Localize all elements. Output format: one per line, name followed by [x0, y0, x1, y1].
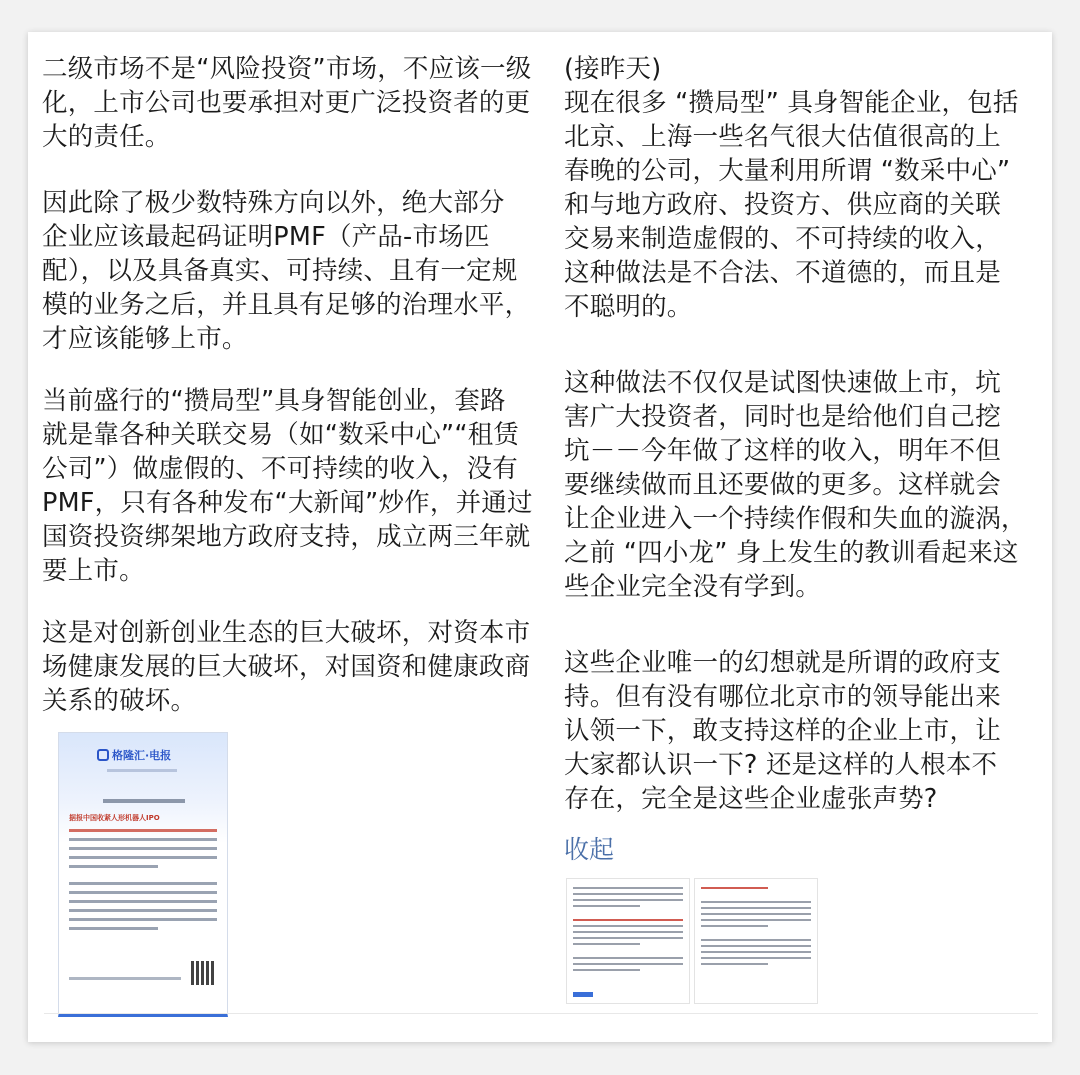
thumbnail-image-2[interactable] — [694, 878, 818, 1004]
divider — [44, 1013, 1038, 1014]
qr-code-icon — [191, 961, 215, 985]
news-subtitle-line — [107, 769, 177, 772]
post-container — [28, 32, 1052, 1042]
right-paragraph-0: (接昨天) — [564, 54, 662, 84]
right-paragraph-3: 这些企业唯一的幻想就是所谓的政府支 持。但有没有哪位北京市的领导能出来 认领一下，敢支持这样的企业上市，让 大家都认识一下? 还是这样的人根本不 存在，完全是这些企业虚张声势? — [564, 648, 1001, 814]
news-brand: 格隆汇·电报 — [97, 747, 171, 763]
left-paragraph-4: 这是对创新创业生态的巨大破坏，对资本市 场健康发展的巨大破坏，对国资和健康政商 关系的破坏。 — [42, 618, 531, 716]
news-footer-line — [69, 977, 181, 980]
news-body-text — [69, 829, 217, 936]
left-paragraph-3: 当前盛行的“攒局型”具身智能创业，套路 就是靠各种关联交易（如“数采中心”“租赁 公司”）做虚假的、不可持续的收入，没有 PMF，只有各种发布“大新闻”炒作，并通过 国资投资绑架地方政府支持，成立两三年就 要上市。 — [42, 386, 533, 586]
news-screenshot-image[interactable] — [58, 732, 228, 1017]
left-paragraph-1: 二级市场不是“风险投资”市场，不应该一级 化，上市公司也要承担对更广泛投资者的更 大的责任。 — [42, 54, 532, 152]
right-paragraph-1: 现在很多 “攒局型” 具身智能企业，包括 北京、上海一些名气很大估值很高的上 春晚的公司，大量利用所谓 “数采中心” 和与地方政府、投资方、供应商的关联 交易来制造虚假的、不可持续的收入， 这种做法是不合法、不道德的，而且是 不聪明的。 — [564, 88, 1019, 322]
news-date-line — [103, 799, 185, 803]
brand-logo-icon — [97, 749, 109, 761]
thumbnail-image-1[interactable] — [566, 878, 690, 1004]
thumbnail-badge-icon — [573, 992, 593, 997]
right-paragraph-2: 这种做法不仅仅是试图快速做上市，坑 害广大投资者，同时也是给他们自己挖 坑－－今年做了这样的收入，明年不但 要继续做而且还要做的更多。这样就会 让企业进入一个持续作假和失血的漩涡， 之前 “四小龙” 身上发生的教训看起来这 些企业完全没有学到。 — [564, 368, 1027, 602]
left-paragraph-2: 因此除了极少数特殊方向以外，绝大部分 企业应该最起码证明PMF（产品-市场匹 配），以及具备真实、可持续、且有一定规 模的业务之后，并且具有足够的治理水平， 才应该能够上市。 — [42, 188, 531, 354]
news-headline: 据报中国收紧人形机器人IPO — [69, 814, 160, 822]
collapse-link[interactable]: 收起 — [564, 835, 615, 864]
